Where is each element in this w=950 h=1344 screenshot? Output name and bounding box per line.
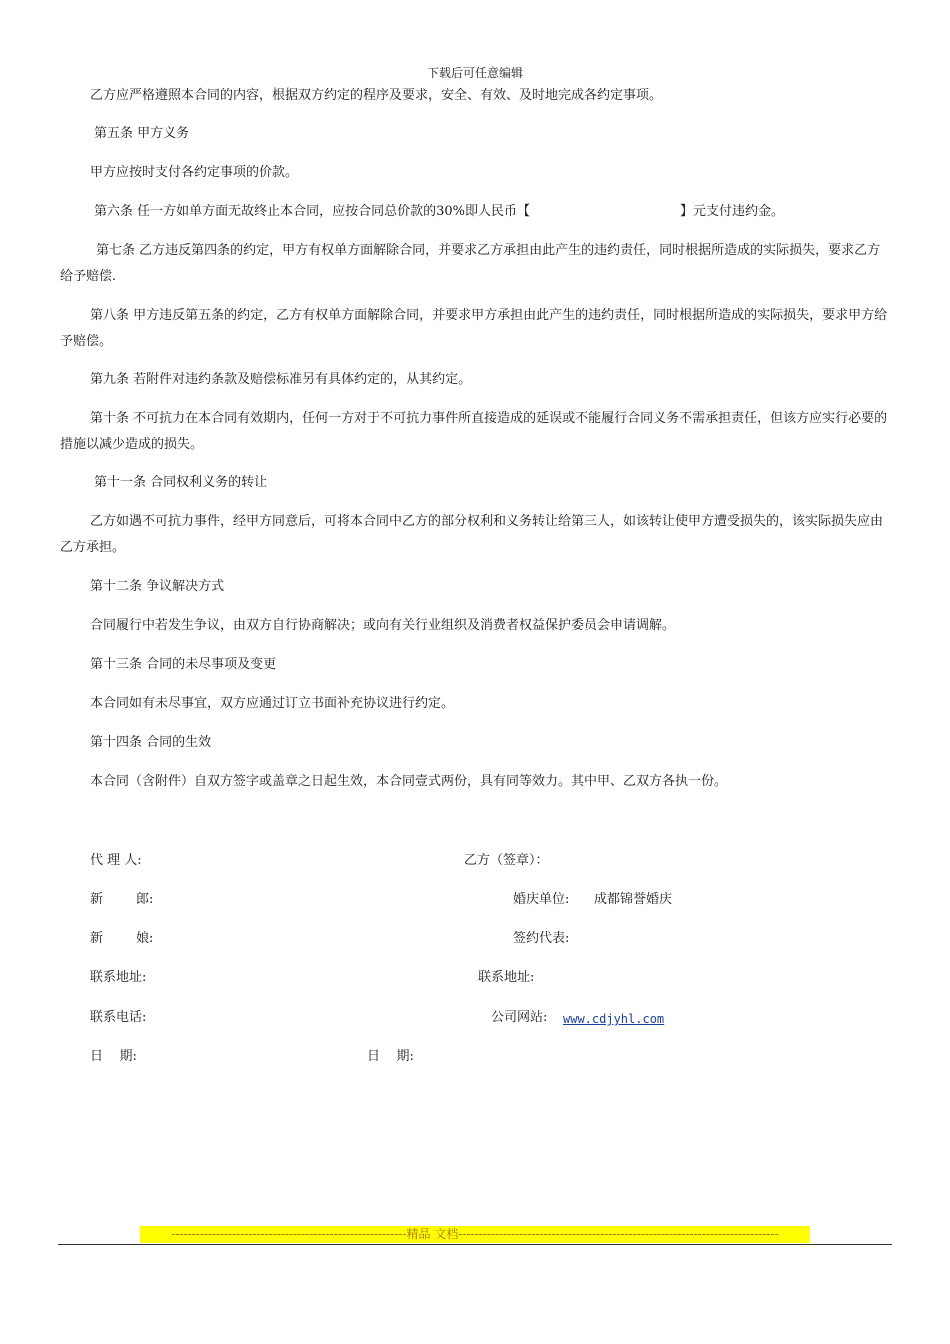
article-12-paragraph: 合同履行中若发生争议，由双方自行协商解决；或向有关行业组织及消费者权益保护委员会申请调解。: [90, 618, 676, 633]
article-8-paragraph: 第八条 甲方违反第五条的约定，乙方有权单方面解除合同，并要求甲方承担由此产生的违约责任，同时根据所造成的实际损失，要求甲方给予赔偿。: [60, 308, 888, 349]
article-11-paragraph: 乙方如遇不可抗力事件，经甲方同意后，可将本合同中乙方的部分权利和义务转让给第三人，如该转让使甲方遭受损失的，该实际损失应由乙方承担。: [60, 514, 884, 555]
signing-representative-label: 签约代表:: [513, 931, 570, 946]
article-13-heading: 第十三条 合同的未尽事项及变更: [90, 657, 277, 672]
address-label-right: 联系地址:: [478, 970, 535, 985]
article-6-text-start: 第六条 任一方如单方面无故终止本合同，应按合同总价款的30%即人民币【: [94, 204, 531, 219]
paragraph-article-5: 甲方应按时支付各约定事项的价款。: [90, 165, 299, 180]
party-b-seal-label: 乙方（签章）：: [464, 853, 549, 868]
article-7-paragraph: 第七条 乙方违反第四条的约定，甲方有权单方面解除合同，并要求乙方承担由此产生的违约责任，同时根据所造成的实际损失，要求乙方给予赔偿.: [60, 243, 881, 284]
wedding-unit-label: 婚庆单位:: [513, 892, 570, 907]
wedding-unit-value: 成都锦誉婚庆: [594, 892, 673, 907]
footer-divider: [58, 1244, 892, 1245]
website-link[interactable]: www.cdjyhl.com: [563, 1012, 665, 1026]
article-13-paragraph: 本合同如有未尽事宜，双方应通过订立书面补充协议进行约定。: [90, 696, 455, 711]
groom-label: 新 郎:: [90, 892, 154, 907]
page-header: 下载后可任意编辑: [426, 66, 523, 80]
article-14-heading: 第十四条 合同的生效: [90, 735, 212, 750]
article-6-paragraph: [60, 199, 892, 225]
footer-banner: ----------------------------------------------------------精品 文档-------------------------------------------------------------------------------: [140, 1226, 810, 1243]
agent-label: 代 理 人:: [90, 853, 142, 868]
date-label-right: 日 期:: [367, 1049, 414, 1064]
article-5-heading: 第五条 甲方义务: [94, 126, 190, 141]
article-9-paragraph: 第九条 若附件对违约条款及赔偿标准另有具体约定的，从其约定。: [90, 372, 472, 387]
website-label: 公司网站:: [491, 1010, 548, 1025]
article-10-paragraph: 第十条 不可抗力在本合同有效期内，任何一方对于不可抗力事件所直接造成的延误或不能履行合同义务不需承担责任，但该方应实行必要的措施以减少造成的损失。: [60, 411, 888, 452]
article-6-text-end: 】元支付违约金。: [680, 204, 785, 219]
address-label-left: 联系地址:: [90, 970, 147, 985]
article-11-heading: 第十一条 合同权利义务的转让: [94, 475, 268, 490]
paragraph-party-b-obligation: 乙方应严格遵照本合同的内容，根据双方约定的程序及要求，安全、有效、及时地完成各约定事项。: [90, 88, 663, 103]
phone-label: 联系电话:: [90, 1010, 147, 1025]
article-12-heading: 第十二条 争议解决方式: [90, 579, 225, 594]
bride-label: 新 娘:: [90, 931, 154, 946]
article-14-paragraph: 本合同（含附件）自双方签字或盖章之日起生效，本合同壹式两份，具有同等效力。其中甲、乙双方各执一份。: [90, 774, 728, 789]
date-label-left: 日 期:: [90, 1049, 137, 1064]
